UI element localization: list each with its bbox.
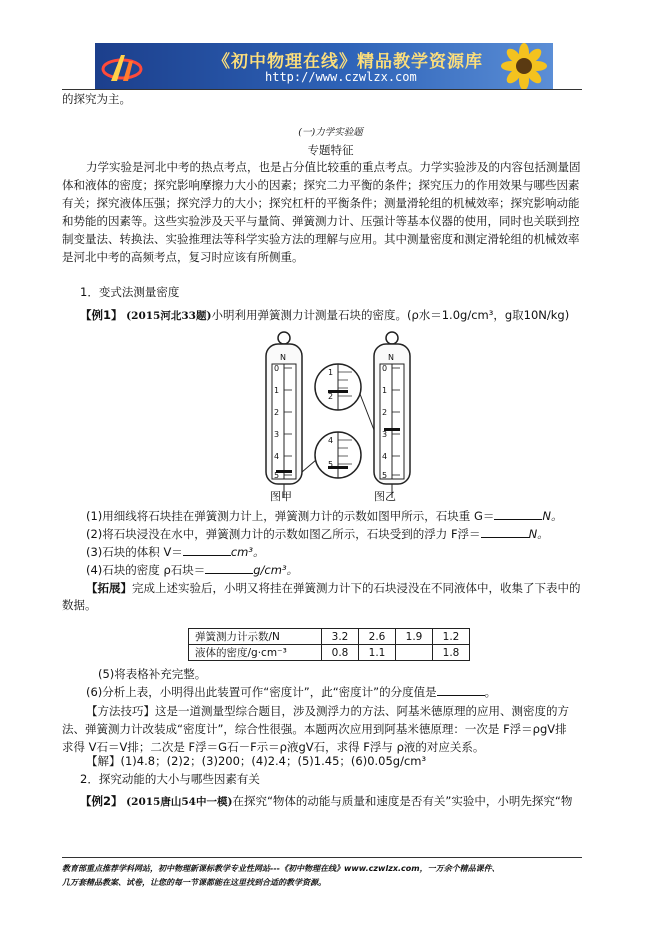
extension-line — [86, 579, 581, 597]
example-source: (2015唐山54中一模) — [126, 796, 233, 808]
answer-blank[interactable] — [205, 561, 253, 574]
scale-tick-label: 4 — [274, 452, 280, 461]
table-cell: 1.9 — [396, 629, 433, 645]
footer-rule — [62, 857, 582, 858]
table-cell: 弹簧测力计示数/N — [189, 629, 322, 645]
extension-line-2: 数据。 — [62, 598, 97, 612]
figure-caption-a: 图甲 — [270, 490, 292, 503]
scale-tick-label: 5 — [274, 471, 280, 480]
table-row — [189, 645, 470, 661]
zoom-tick-label: 2 — [328, 392, 334, 401]
zoom-tick-label: 4 — [328, 436, 334, 445]
table-cell: 液体的密度/g·cm⁻³ — [189, 645, 322, 661]
method-line: 法、弹簧测力计改装成“密度计”，综合性很强。本题两次应用到阿基米德原理：一次是 F浮＝ρgV排 — [62, 722, 567, 736]
question-5: (5)将表格补充完整。 — [98, 667, 207, 681]
scale-tick-label: 0 — [382, 364, 388, 373]
extension-text: 完成上述实验后，小明又将挂在弹簧测力计下的石块浸没在不同液体中，收集了下表中的 — [132, 581, 581, 595]
paragraph-line: 是河北中考的高频考点，复习时应该有所侧重。 — [62, 250, 304, 264]
scale-tick-label: 3 — [382, 430, 388, 439]
paragraph-line: 有关；探究液体压强；探究浮力的大小；探究杠杆的平衡条件；测量滑轮组的机械效率；探究影响动能 — [62, 196, 580, 210]
question-text: (3)石块的体积 V＝ — [86, 545, 183, 559]
table-cell: 0.8 — [322, 645, 359, 661]
table-cell: 1.8 — [433, 645, 470, 661]
footer-line: 教育部重点推荐学科网站，初中物理新课标教学专业性网站---《初中物理在线》www.czwlzx.com，一万余个精品课件、 — [62, 864, 500, 873]
table-cell: 2.6 — [359, 629, 396, 645]
banner-title: 《初中物理在线》精品教学资源库 — [213, 52, 483, 72]
intro-tail: 的探究为主。 — [62, 92, 131, 106]
method-line: 【方法技巧】这是一道测量型综合题目，涉及测浮力的方法、阿基米德原理的应用、测密度的方 — [86, 704, 569, 718]
question-3 — [86, 543, 562, 561]
section-paragraph — [62, 158, 581, 266]
table-cell: 1.2 — [433, 629, 470, 645]
question-text: (4)石块的密度 ρ石块＝ — [86, 563, 206, 577]
scale-tick-label: 3 — [274, 430, 280, 439]
scale-tick-label: 4 — [382, 452, 388, 461]
paragraph-line: 和势能的因素等。这些实验涉及天平与量筒、弹簧测力计、压强计等基本仪器的使用，同时也关联到控 — [62, 214, 580, 228]
answer-blank[interactable] — [437, 683, 485, 696]
topic2-heading: 2．探究动能的大小与哪些因素有关 — [80, 772, 260, 786]
table-cell-blank[interactable] — [396, 645, 433, 661]
zoom-circles — [302, 364, 374, 478]
answer-blank[interactable] — [481, 525, 529, 538]
answer-line: 【解】(1)4.8；(2)2；(3)200；(4)2.4；(5)1.45；(6)0.05g/cm³ — [86, 754, 427, 768]
scale-tick-label: 1 — [382, 386, 388, 395]
question-6 — [86, 683, 496, 701]
paragraph-line: 体和液体的密度；探究影响摩擦力大小的因素；探究二力平衡的条件；探究压力的作用效果与哪些因素 — [62, 178, 580, 192]
example-label: 【例2】 — [80, 794, 123, 808]
example2-line — [80, 792, 572, 811]
example-label: 【例1】 — [80, 308, 123, 322]
question-unit: N。 — [542, 509, 563, 523]
answer-blank[interactable] — [494, 507, 542, 520]
paragraph-line: 制变量法、转换法、实验推理法等科学实验方法的理解与应用。其中测量密度和测定滑轮组的机械效率 — [62, 232, 580, 246]
question-list — [86, 507, 562, 579]
spring-scale-figure — [258, 330, 426, 505]
question-unit: N。 — [528, 527, 549, 541]
question-text: (2)将石块浸没在水中，弹簧测力计的示数如图乙所示，石块受到的浮力 F浮＝ — [86, 527, 481, 541]
example-source: (2015河北33题) — [126, 310, 212, 322]
example1-line — [80, 306, 569, 325]
section-title: (一)力学实验题 — [298, 127, 363, 138]
zoom-tick-label: 5 — [328, 460, 334, 469]
method-tips — [62, 702, 569, 756]
scale-tick-label: 2 — [274, 408, 280, 417]
header-rule — [62, 89, 582, 90]
question-unit: cm³。 — [230, 545, 265, 559]
topic1-heading: 1．变式法测量密度 — [80, 285, 180, 299]
banner-url[interactable]: http://www.czwlzx.com — [265, 70, 417, 84]
header-banner — [95, 43, 553, 90]
paragraph-line: 力学实验是河北中考的热点考点，也是占分值比较重的重点考点。力学实验涉及的内容包括测量固 — [86, 160, 581, 174]
table-cell: 3.2 — [322, 629, 359, 645]
scale-tick-label: 2 — [382, 408, 388, 417]
question-1 — [86, 507, 562, 525]
example-text: 在探究“物体的动能与质量和速度是否有关”实验中，小明先探究“物 — [232, 794, 573, 808]
scale-tick-label: 0 — [274, 364, 280, 373]
zoom-tick-label: 1 — [328, 368, 334, 377]
question-text: (1)用细线将石块挂在弹簧测力计上，弹簧测力计的示数如图甲所示，石块重 G＝ — [86, 509, 495, 523]
question-4 — [86, 561, 562, 579]
answer-blank[interactable] — [183, 543, 231, 556]
figure-caption-b: 图乙 — [374, 490, 396, 503]
section-subtitle: 专题特征 — [307, 143, 354, 157]
method-line: 求得 V石＝V排；二次是 F浮＝G石－F示＝ρ液gV石，求得 F浮与 ρ液的对应关系。 — [62, 740, 485, 754]
question-2 — [86, 525, 562, 543]
scale-tick-label: 1 — [274, 386, 280, 395]
sunflower-icon — [495, 43, 553, 90]
data-table — [188, 628, 470, 661]
table-row — [189, 629, 470, 645]
scale-tick-label: 5 — [382, 471, 388, 480]
scale-unit-label: N — [388, 353, 394, 362]
question-unit: g/cm³。 — [253, 563, 299, 577]
footer — [62, 862, 500, 890]
example-text: 小明利用弹簧测力计测量石块的密度。(ρ水＝1.0g/cm³，g取10N/kg) — [211, 308, 570, 322]
question-end: 。 — [484, 685, 497, 699]
table-cell: 1.1 — [359, 645, 396, 661]
footer-line: 几万套精品教案、试卷，让您的每一节课都能在这里找到合适的教学资源。 — [62, 878, 326, 887]
extension-label: 【拓展】 — [86, 581, 132, 595]
scale-unit-label: N — [280, 353, 286, 362]
logo-icon — [101, 47, 143, 87]
question-text: (6)分析上表，小明得出此装置可作“密度计”，此“密度计”的分度值是 — [86, 685, 437, 699]
